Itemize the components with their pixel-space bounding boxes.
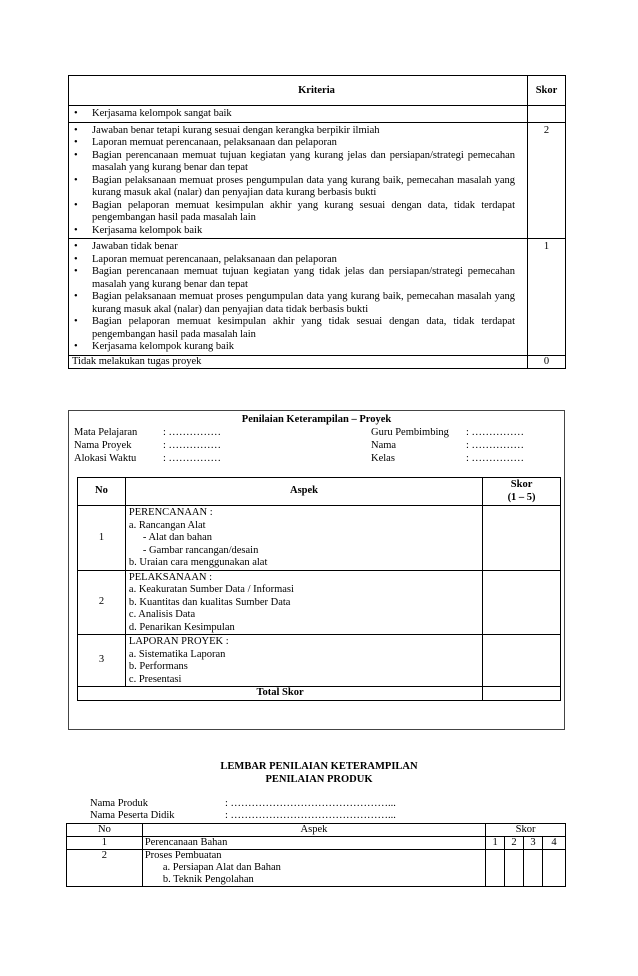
field-label: Nama Peserta Didik <box>90 810 175 821</box>
row-number: 2 <box>67 850 143 887</box>
aspect-header-row <box>78 478 561 506</box>
score-value: 2 <box>528 122 566 239</box>
field-label: Alokasi Waktu <box>74 453 137 464</box>
total-score-cell[interactable] <box>483 687 561 701</box>
project-aspect-table <box>77 477 561 701</box>
aspect-line: PELAKSANAAN : <box>128 571 213 583</box>
no-header: No <box>67 824 143 837</box>
aspect-row <box>78 635 561 687</box>
criteria-item: • Laporan memuat perencanaan, pelaksanaan dan pelaporan <box>72 254 515 267</box>
aspect-line: PERENCANAAN : <box>128 507 213 518</box>
score-cell[interactable] <box>483 570 561 635</box>
score-option[interactable]: 1 <box>486 837 505 850</box>
score-header-label: Skor <box>510 479 533 490</box>
field-label: Kelas <box>371 453 395 464</box>
score-option[interactable]: 4 <box>542 837 565 850</box>
product-row <box>67 837 566 850</box>
aspect-line: c. Analisis Data <box>128 609 196 620</box>
aspect-subitem: b. Teknik Pengolahan <box>162 874 254 885</box>
criteria-item: • Kerjasama kelompok kurang baik <box>72 341 515 354</box>
row-number: 3 <box>78 635 126 687</box>
no-header: No <box>78 478 126 506</box>
field-label: Mata Pelajaran <box>74 427 138 438</box>
aspect-header: Aspek <box>125 478 482 506</box>
field-label: Nama Produk <box>90 798 149 809</box>
row-number: 1 <box>78 506 126 571</box>
aspect-line: - Gambar rancangan/desain <box>142 544 259 556</box>
row-number: 2 <box>78 570 126 635</box>
score-cell[interactable] <box>483 635 561 687</box>
criteria-item: • Laporan memuat perencanaan, pelaksanaan dan pelaporan <box>72 137 515 150</box>
aspect-line: b. Performans <box>128 661 188 672</box>
score-range-label: (1 – 5) <box>507 491 536 503</box>
project-assessment-title: Penilaian Keterampilan – Proyek <box>241 414 392 425</box>
product-aspect-table <box>66 823 566 887</box>
aspect-header: Aspek <box>142 824 485 837</box>
product-row <box>67 850 566 887</box>
field-label: Nama <box>371 440 397 451</box>
criteria-item: • Bagian pelaksanaan memuat proses pengumpulan data yang kurang baik, pemecahan masalah yang kurang masuk akal (nalar) dan penyajian data tidak berbasis bukti <box>72 291 515 316</box>
field-value: : ………………………………………... <box>225 798 396 809</box>
criteria-item: • Jawaban tidak benar <box>72 241 515 254</box>
criteria-header-row <box>69 76 566 106</box>
field-value: : …………… <box>466 427 525 438</box>
total-row <box>78 687 561 701</box>
aspect-line: a. Sistematika Laporan <box>128 648 226 660</box>
row-number: 1 <box>67 837 143 850</box>
field-value: : …………… <box>466 453 525 464</box>
score-value: 1 <box>528 239 566 356</box>
score-cell[interactable] <box>483 506 561 571</box>
aspect-line: a. Keakuratan Sumber Data / Informasi <box>128 584 294 595</box>
score-header: Skor <box>528 76 566 106</box>
field-value: : …………… <box>163 427 222 438</box>
aspect-line: d. Penarikan Kesimpulan <box>128 621 235 633</box>
field-label: Guru Pembimbing <box>371 427 449 438</box>
score-cell[interactable] <box>524 850 543 887</box>
product-header-row <box>67 824 566 837</box>
aspect-line: b. Kuantitas dan kualitas Sumber Data <box>128 596 291 608</box>
criteria-item: • Kerjasama kelompok sangat baik <box>72 108 524 121</box>
score-header: Skor <box>486 824 566 837</box>
field-value: : …………… <box>163 453 222 464</box>
aspect-line: c. Presentasi <box>128 673 182 685</box>
field-value: : …………… <box>466 440 525 451</box>
field-value: : …………… <box>163 440 222 451</box>
score-cell[interactable] <box>505 850 524 887</box>
aspect-line: b. Uraian cara menggunakan alat <box>128 557 268 568</box>
aspect-row <box>78 570 561 635</box>
aspect-row <box>78 506 561 571</box>
criteria-item: • Bagian pelaporan memuat kesimpulan akhir yang kurang sesuai dengan data, tidak terdapat pengembangan hasil pada masalah lain <box>72 200 515 225</box>
criteria-text: Tidak melakukan tugas proyek <box>69 355 528 369</box>
aspect-line: - Alat dan bahan <box>142 532 213 543</box>
score-value: 0 <box>528 355 566 369</box>
field-label: Nama Proyek <box>74 440 132 451</box>
project-assessment-box <box>68 410 565 730</box>
product-sheet-subtitle: PENILAIAN PRODUK <box>265 774 373 785</box>
criteria-item: • Bagian perencanaan memuat tujuan kegiatan yang tidak jelas dan persiapan/strategi pemecahan masalah yang kurang benar dan tepat <box>72 266 515 291</box>
score-option[interactable]: 2 <box>505 837 524 850</box>
criteria-row-score2 <box>69 122 566 239</box>
criteria-item: • Jawaban benar tetapi kurang sesuai dengan kerangka berpikir ilmiah <box>72 125 515 138</box>
criteria-header: Kriteria <box>69 76 528 106</box>
criteria-row-score0 <box>69 355 566 369</box>
field-value: : ………………………………………... <box>225 810 396 821</box>
score-cell[interactable] <box>486 850 505 887</box>
score-option[interactable]: 3 <box>524 837 543 850</box>
aspect-line: a. Rancangan Alat <box>128 519 206 531</box>
score-cell[interactable] <box>542 850 565 887</box>
criteria-item: • Bagian pelaporan memuat kesimpulan akhir yang tidak sesuai dengan data, tidak terdapat pengembangan hasil pada masalah lain <box>72 316 515 341</box>
criteria-row-score1 <box>69 239 566 356</box>
aspect-line: LAPORAN PROYEK : <box>128 636 229 647</box>
score-header <box>483 478 561 506</box>
aspect-text: Perencanaan Bahan <box>142 837 485 850</box>
total-score-label: Total Skor <box>78 687 483 701</box>
aspect-text: Proses Pembuatan <box>144 850 222 861</box>
criteria-row-score3 <box>69 106 566 123</box>
aspect-subitem: a. Persiapan Alat dan Bahan <box>162 862 281 873</box>
criteria-item: • Bagian perencanaan memuat tujuan kegiatan yang kurang jelas dan persiapan/strategi pemecahan masalah yang kurang benar dan tepat <box>72 150 515 175</box>
criteria-table <box>68 75 566 369</box>
criteria-item: • Bagian pelaksanaan memuat proses pengumpulan data yang kurang baik, pemecahan masalah yang kurang masuk akal (nalar) dan penyajian data kurang berbasis bukti <box>72 175 515 200</box>
criteria-item: • Kerjasama kelompok baik <box>72 225 515 238</box>
product-sheet-title: LEMBAR PENILAIAN KETERAMPILAN <box>220 761 418 772</box>
